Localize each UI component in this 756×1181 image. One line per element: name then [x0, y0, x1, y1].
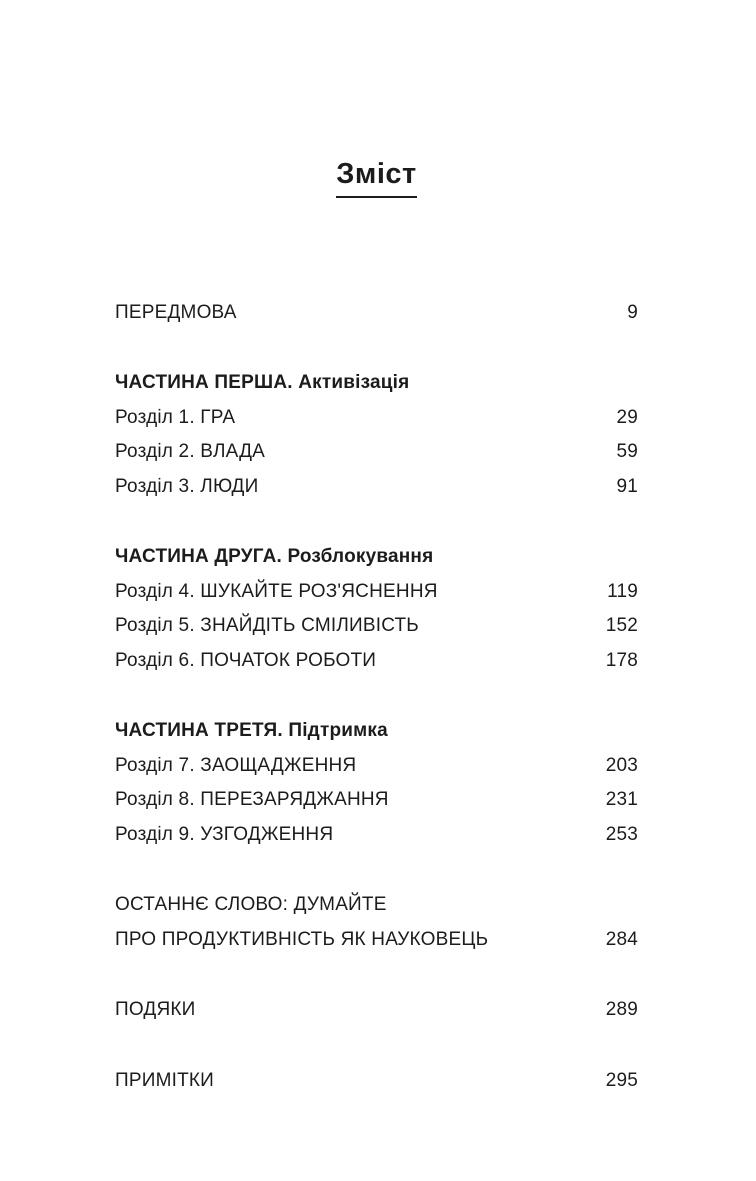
entry-page-number: 91: [616, 475, 638, 497]
toc-group: [115, 366, 638, 504]
toc-list: [115, 296, 638, 1099]
entry-page-number: 203: [605, 754, 638, 776]
toc-group: [115, 714, 638, 852]
entry-page-number: 9: [627, 301, 638, 323]
entry-label: Розділ 7. ЗАОЩАДЖЕННЯ: [115, 754, 357, 776]
toc-group: [115, 1064, 638, 1099]
page-title: Зміст: [336, 159, 417, 198]
part-heading: ЧАСТИНА ТРЕТЯ. Підтримка: [115, 720, 388, 742]
entry-page-number: 29: [616, 406, 638, 428]
part-heading: ЧАСТИНА ДРУГА. Розблокування: [115, 546, 434, 568]
toc-group: [115, 993, 638, 1028]
entry-label: Розділ 2. ВЛАДА: [115, 441, 266, 463]
entry-page-number: 295: [605, 1069, 638, 1091]
entry-page-number: 119: [607, 580, 638, 602]
toc-entry: [115, 888, 638, 957]
entry-page-number: 152: [605, 615, 638, 637]
entry-page-number: 59: [616, 441, 638, 463]
toc-entry: [115, 993, 638, 1028]
toc-group: [115, 888, 638, 957]
toc-entry: [115, 470, 638, 505]
toc-entry: [115, 1064, 638, 1099]
toc-entry: [115, 818, 638, 853]
entry-page-number: 253: [605, 823, 638, 845]
entry-label: Розділ 6. ПОЧАТОК РОБОТИ: [115, 649, 377, 671]
toc-entry: [115, 749, 638, 784]
entry-page-number: 289: [605, 999, 638, 1021]
toc-entry: [115, 575, 638, 610]
part-heading: ЧАСТИНА ПЕРША. Активізація: [115, 372, 410, 394]
toc-entry: [115, 401, 638, 436]
entry-label-line: ОСТАННЄ СЛОВО: ДУМАЙТЕ: [115, 894, 387, 916]
toc-entry: [115, 296, 638, 331]
title-wrap: [115, 140, 638, 218]
toc-entry: [115, 609, 638, 644]
entry-label: Розділ 4. ШУКАЙТЕ РОЗ'ЯСНЕННЯ: [115, 580, 438, 602]
entry-label: ПОДЯКИ: [115, 999, 196, 1021]
toc-entry: [115, 783, 638, 818]
entry-label: Розділ 1. ГРА: [115, 406, 236, 428]
entry-label: ПЕРЕДМОВА: [115, 301, 237, 323]
entry-label: [115, 888, 488, 957]
entry-page-number: 231: [605, 789, 638, 811]
entry-page-number: 284: [605, 928, 638, 950]
entry-label: Розділ 5. ЗНАЙДІТЬ СМІЛИВІСТЬ: [115, 615, 419, 637]
entry-label: ПРИМІТКИ: [115, 1069, 215, 1091]
entry-label: Розділ 9. УЗГОДЖЕННЯ: [115, 823, 334, 845]
entry-label-line: ПРО ПРОДУКТИВНІСТЬ ЯК НАУКОВЕЦЬ: [115, 928, 489, 950]
entry-label: Розділ 8. ПЕРЕЗАРЯДЖАННЯ: [115, 789, 389, 811]
entry-page-number: 178: [605, 649, 638, 671]
toc-group: [115, 540, 638, 678]
entry-label: Розділ 3. ЛЮДИ: [115, 475, 259, 497]
toc-entry: [115, 644, 638, 679]
toc-group: [115, 296, 638, 331]
toc-entry: [115, 435, 638, 470]
